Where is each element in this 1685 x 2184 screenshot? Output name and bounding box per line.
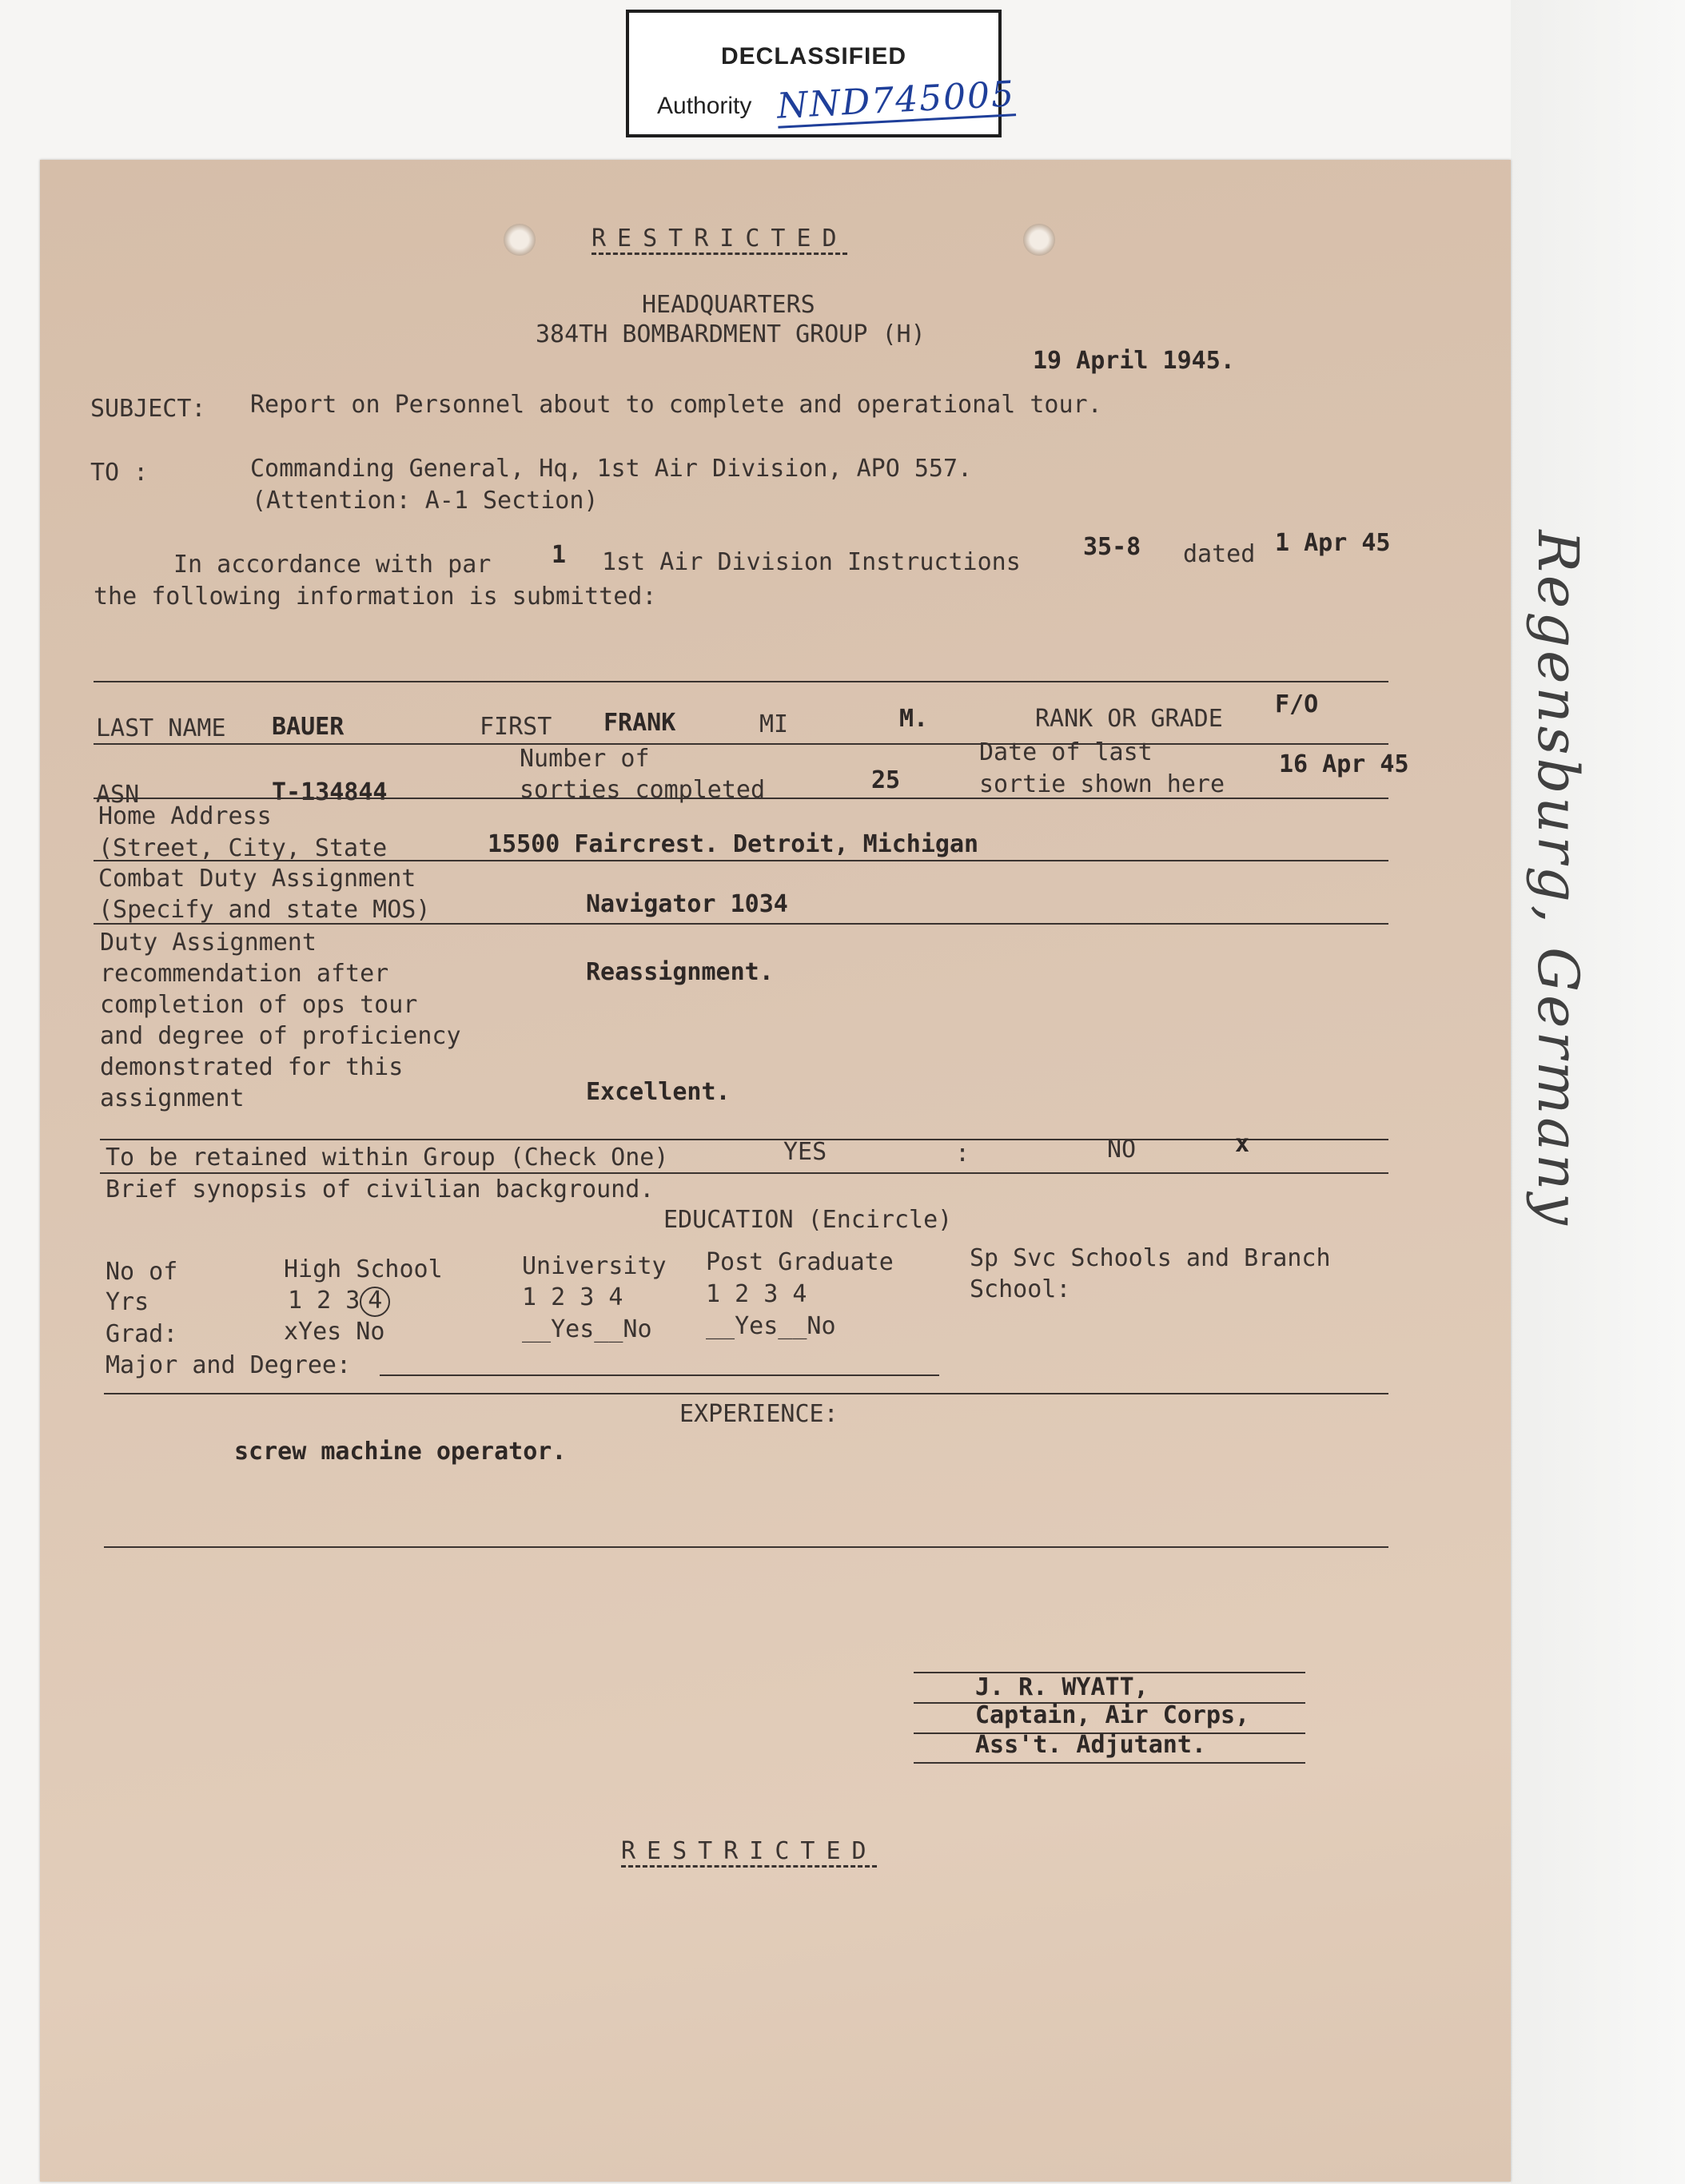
major-line (380, 1374, 939, 1376)
home-label-2: (Street, City, State (98, 834, 388, 862)
classification-bottom: RESTRICTED (621, 1837, 878, 1865)
experience-header: EXPERIENCE: (679, 1400, 839, 1428)
divider (100, 1139, 1388, 1140)
asn-label: ASN (96, 781, 140, 809)
rank: F/O (1275, 690, 1319, 718)
no-of-label: No of (106, 1258, 178, 1286)
duty-label-3: completion of ops tour (100, 991, 418, 1019)
combat-label-2: (Specify and state MOS) (98, 896, 431, 924)
retain-label: To be retained within Group (Check One) (106, 1144, 669, 1172)
subject-label: SUBJECT: (90, 395, 206, 423)
to-label: TO : (90, 459, 149, 487)
first-name: FRANK (603, 709, 676, 737)
experience-text: screw machine operator. (234, 1438, 567, 1466)
hq-line-2: 384TH BOMBARDMENT GROUP (H) (536, 320, 926, 348)
dated-label: dated (1183, 540, 1256, 568)
dated-value: 1 Apr 45 (1275, 529, 1391, 557)
signatory-title: Ass't. Adjutant. (975, 1731, 1206, 1759)
middle-initial: M. (899, 705, 929, 733)
para-a: In accordance with par (173, 551, 492, 579)
combat-label-1: Combat Duty Assignment (98, 865, 416, 893)
post-graduate-years: 1 2 3 4 (706, 1280, 807, 1308)
last-sortie-label-1: Date of last (979, 738, 1153, 766)
document-page (40, 160, 1511, 2182)
high-school-label: High School (284, 1255, 443, 1283)
last-name: BAUER (272, 713, 345, 741)
asn: T-134844 (272, 778, 388, 806)
classification-top: RESTRICTED (592, 225, 848, 253)
attention: (Attention: A-1 Section) (252, 487, 599, 515)
home-label-1: Home Address (98, 802, 272, 830)
stamp-header: DECLASSIFIED (720, 43, 907, 70)
subject-text: Report on Personnel about to complete and operational tour. (250, 391, 1102, 419)
signature-rule (914, 1762, 1305, 1764)
circled-year: 4 (360, 1287, 390, 1317)
no-label: NO (1107, 1136, 1137, 1164)
home-address: 15500 Faircrest. Detroit, Michigan (488, 830, 979, 858)
university-grad: __Yes__No (522, 1315, 652, 1343)
last-sortie-label-2: sortie shown here (979, 770, 1225, 798)
punch-hole (1023, 224, 1055, 256)
first-label: FIRST (480, 713, 552, 741)
divider (94, 681, 1388, 682)
to-text: Commanding General, Hq, 1st Air Division, APO 557. (250, 455, 973, 483)
rank-label: RANK OR GRADE (1035, 705, 1223, 733)
divider (94, 743, 1388, 745)
yrs-label: Yrs (106, 1288, 149, 1316)
instruction-number: 35-8 (1083, 533, 1141, 561)
signatory-rank: Captain, Air Corps, (975, 1701, 1250, 1729)
yes-label: YES (783, 1138, 827, 1166)
divider (94, 798, 1388, 799)
divider (104, 1393, 1388, 1394)
divider (100, 1172, 1388, 1174)
last-name-label: LAST NAME (96, 714, 226, 742)
divider (94, 923, 1388, 925)
retain-mark: x (1235, 1130, 1250, 1158)
document-date: 19 April 1945. (1033, 347, 1235, 375)
high-school-years-text: 1 2 3 (288, 1287, 361, 1315)
stamp-authority-value: NND745005 (775, 74, 1017, 127)
proficiency: Excellent. (586, 1078, 731, 1106)
grad-label: Grad: (106, 1320, 178, 1348)
sorties-label-2: sorties completed (520, 776, 766, 804)
duty-label-1: Duty Assignment (100, 929, 317, 957)
divider (94, 860, 1388, 861)
combat-assignment: Navigator 1034 (586, 890, 788, 918)
divider (104, 1546, 1388, 1548)
mi-label: MI (759, 710, 789, 738)
margin-handwriting: Regensburg, Germany (1525, 530, 1591, 1228)
signatory-name: J. R. WYATT, (975, 1673, 1149, 1701)
sp-svc-label-2: School: (970, 1275, 1071, 1303)
para-b: 1st Air Division Instructions (602, 548, 1021, 576)
last-sortie-date: 16 Apr 45 (1279, 750, 1409, 778)
sorties-completed: 25 (871, 766, 901, 794)
duty-label-6: assignment (100, 1084, 245, 1112)
synopsis-label: Brief synopsis of civilian background. (106, 1176, 655, 1203)
high-school-grad: xYes No (284, 1318, 385, 1346)
university-years: 1 2 3 4 (522, 1283, 623, 1311)
sp-svc-label-1: Sp Svc Schools and Branch (970, 1244, 1331, 1272)
punch-hole (504, 224, 536, 256)
declassified-stamp (626, 10, 1017, 137)
university-label: University (522, 1252, 667, 1280)
colon: : (955, 1140, 970, 1168)
post-graduate-grad: __Yes__No (706, 1312, 836, 1340)
duty-label-5: demonstrated for this (100, 1053, 404, 1081)
sorties-label-1: Number of (520, 745, 650, 773)
stamp-authority-label: Authority (657, 93, 752, 119)
par-number: 1 (552, 541, 567, 569)
para-c: the following information is submitted: (94, 583, 657, 611)
hq-line-1: HEADQUARTERS (642, 291, 815, 319)
duty-recommendation: Reassignment. (586, 958, 774, 986)
high-school-years (288, 1287, 390, 1317)
major-label: Major and Degree: (106, 1351, 352, 1379)
duty-label-4: and degree of proficiency (100, 1022, 461, 1050)
duty-label-2: recommendation after (100, 960, 389, 988)
post-graduate-label: Post Graduate (706, 1248, 894, 1276)
education-header: EDUCATION (Encircle) (663, 1206, 953, 1234)
